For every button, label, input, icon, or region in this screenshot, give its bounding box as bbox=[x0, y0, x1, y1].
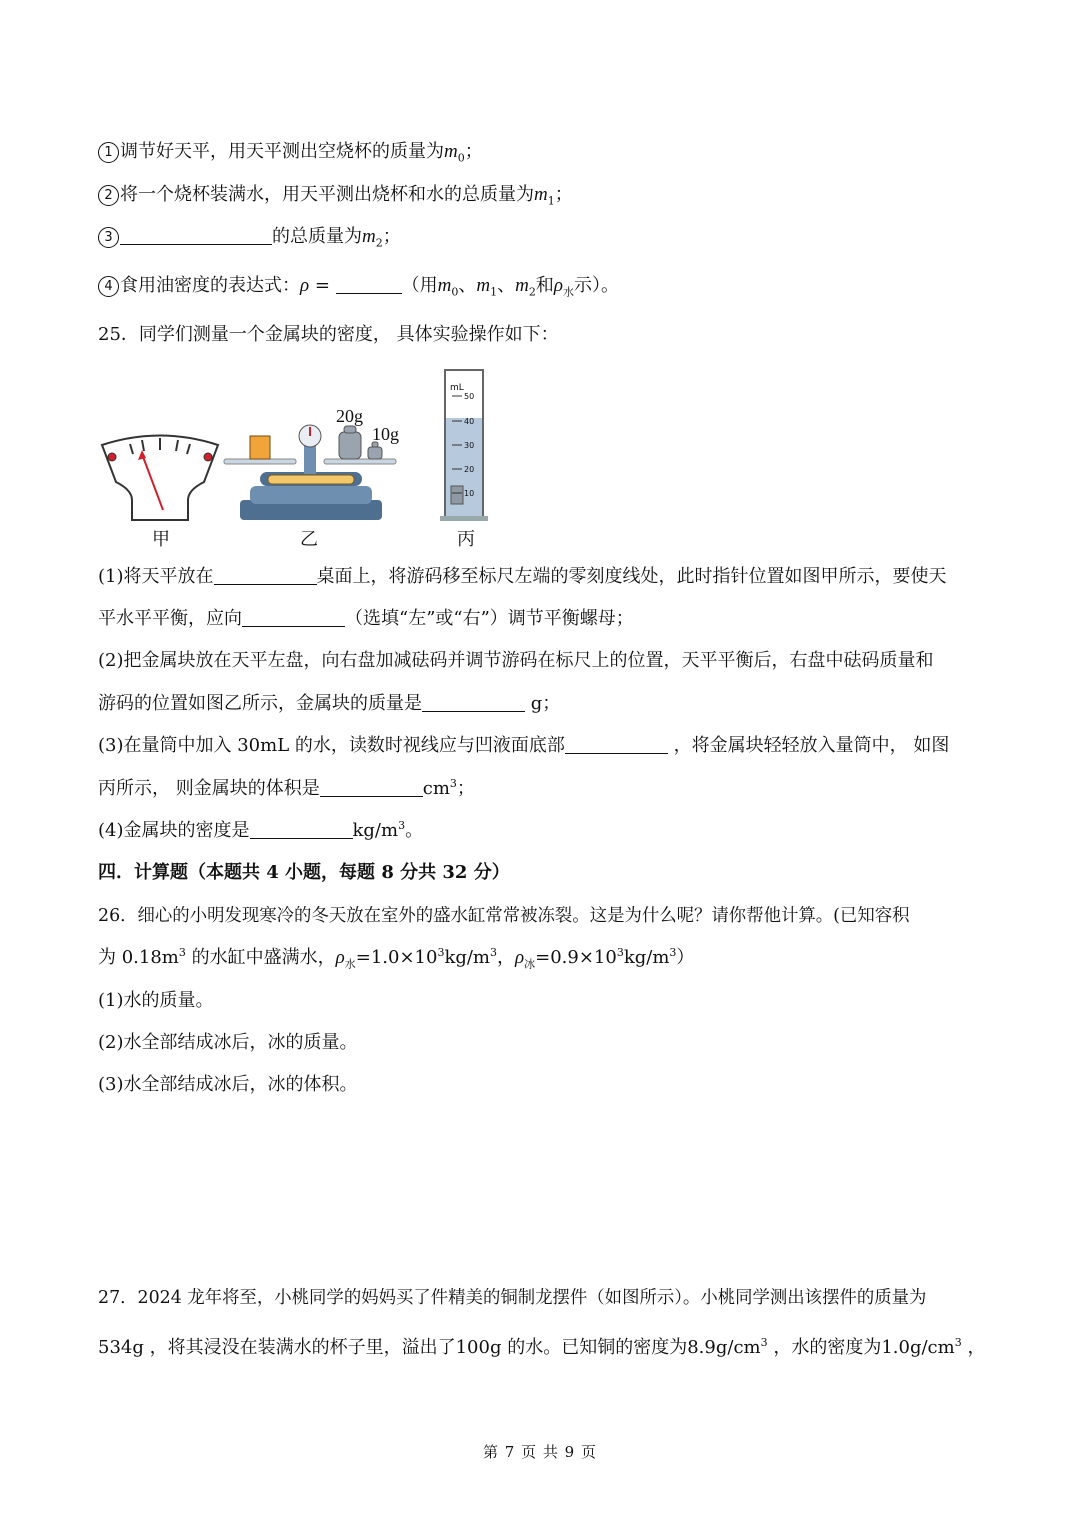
text: （用 bbox=[401, 275, 438, 296]
superscript: 3 bbox=[760, 1336, 768, 1349]
value: 100g bbox=[455, 1337, 502, 1358]
unit: cm bbox=[422, 778, 450, 799]
unit: kg/m bbox=[352, 820, 399, 841]
weight-20g-label: 20g bbox=[336, 406, 363, 426]
subscript: 2 bbox=[528, 285, 536, 299]
q26-sub1: (1)水的质量。 bbox=[98, 990, 214, 1011]
var-m2: m bbox=[515, 275, 529, 296]
answer-blank[interactable] bbox=[422, 693, 525, 712]
text: （选填“左”或“右”）调节平衡螺母； bbox=[345, 608, 634, 629]
unit: kg/m bbox=[623, 947, 670, 968]
answer-blank[interactable] bbox=[336, 275, 402, 294]
answer-blank[interactable] bbox=[565, 735, 668, 754]
step-text: 将一个烧杯装满水，用天平测出烧杯和水的总质量为 bbox=[120, 184, 534, 205]
q24-step-1 bbox=[98, 140, 483, 164]
value: 1.0g/cm bbox=[881, 1337, 955, 1358]
subscript: 水 bbox=[344, 957, 356, 971]
text: 桌面上，将游码移至标尺左端的零刻度线处，此时指针位置如图甲所示，要使天 bbox=[316, 566, 947, 587]
rho-water: ρ bbox=[335, 947, 345, 968]
tick-30: 30 bbox=[464, 441, 475, 450]
answer-blank[interactable] bbox=[214, 566, 317, 585]
q26-sub3: (3)水全部结成冰后，冰的体积。 bbox=[98, 1074, 358, 1095]
punct: ； bbox=[456, 778, 475, 799]
q25-part3-line1 bbox=[98, 734, 949, 758]
tick-50: 50 bbox=[464, 392, 475, 401]
superscript: 3 bbox=[669, 946, 677, 959]
superscript: 3 bbox=[178, 946, 186, 959]
answer-blank[interactable] bbox=[320, 778, 423, 797]
q25-part2-line1: (2)把金属块放在天平左盘，向右盘加减砝码并调节游码在标尺上的位置，天平平衡后，右盘中砝码质量和 bbox=[98, 650, 934, 671]
superscript: 3 bbox=[490, 946, 497, 959]
tick-10: 10 bbox=[464, 489, 475, 498]
q26-line2 bbox=[98, 946, 694, 970]
tick-40: 40 bbox=[464, 417, 475, 426]
measuring-cylinder-figure bbox=[440, 366, 490, 526]
caption-yi: 乙 bbox=[300, 529, 318, 550]
q27-line1: 27．2024 龙年将至，小桃同学的妈妈买了件精美的铜制龙摆件（如图所示）。小桃同学测出该摆件的质量为 bbox=[98, 1288, 927, 1308]
text: (3)在量筒中加入 30mL 的水，读数时视线应与凹液面底部 bbox=[98, 735, 565, 756]
section-heading: 四．计算题（本题共 4 小题，每题 8 分共 32 分） bbox=[98, 862, 510, 883]
value: 8.9g/cm bbox=[687, 1337, 761, 1358]
text: 的水。已知铜的密度为 bbox=[501, 1337, 688, 1358]
q25-title: 25．同学们测量一个金属块的密度， 具体实验操作如下： bbox=[98, 324, 559, 345]
caption-jia: 甲 bbox=[152, 529, 170, 550]
text: g； bbox=[525, 693, 561, 714]
punct: ； bbox=[554, 184, 573, 205]
punct: 、 bbox=[458, 275, 477, 296]
text: 平水平平衡，应向 bbox=[98, 608, 242, 629]
q25-part3-line2 bbox=[98, 777, 475, 801]
subscript: 水 bbox=[562, 285, 574, 299]
rho-ice: ρ bbox=[515, 947, 525, 968]
step-number: 2 bbox=[98, 185, 119, 206]
var-m: m bbox=[534, 184, 548, 205]
punct: 、 bbox=[497, 275, 516, 296]
superscript: 3 bbox=[954, 1336, 962, 1349]
weight-10g-label: 10g bbox=[372, 424, 399, 444]
text: 示）。 bbox=[573, 275, 619, 296]
superscript: 3 bbox=[437, 946, 445, 959]
step-text: 的总质量为 bbox=[272, 226, 362, 247]
value: =0.9×10 bbox=[535, 947, 617, 968]
answer-blank[interactable] bbox=[242, 608, 345, 627]
step-text: 调节好天平，用天平测出空烧杯的质量为 bbox=[120, 141, 444, 162]
text: 为 0.18m bbox=[98, 947, 179, 968]
step-number: 4 bbox=[98, 276, 119, 297]
answer-blank[interactable] bbox=[250, 820, 353, 839]
pointer-scale-figure bbox=[98, 430, 223, 525]
q26-line1: 26．细心的小明发现寒冷的冬天放在室外的盛水缸常常被冻裂。这是为什么呢？请你帮他计算。(已知容积 bbox=[98, 906, 910, 926]
cylinder-unit: mL bbox=[450, 383, 464, 393]
punct: ， bbox=[497, 947, 515, 968]
var-m1: m bbox=[476, 275, 491, 296]
subscript: 1 bbox=[547, 194, 555, 208]
q26-sub2: (2)水全部结成冰后，冰的质量。 bbox=[98, 1032, 358, 1053]
subscript: 2 bbox=[375, 236, 383, 250]
var-m: m bbox=[362, 226, 376, 247]
caption-bing: 丙 bbox=[457, 529, 475, 550]
page-footer: 第 7 页 共 9 页 bbox=[483, 1443, 597, 1461]
q25-part1-line2 bbox=[98, 607, 634, 631]
q27-line2 bbox=[98, 1336, 985, 1360]
balance-figure bbox=[222, 402, 412, 527]
text: 534g ，将其浸没在装满水的杯子里，溢出了 bbox=[98, 1337, 456, 1358]
step-number: 1 bbox=[98, 142, 119, 163]
text: 的水缸中盛满水， bbox=[185, 947, 336, 968]
unit: kg/m bbox=[444, 947, 490, 968]
text: ，水的密度为 bbox=[767, 1337, 882, 1358]
var-m: m bbox=[444, 141, 458, 162]
q25-part2-line2 bbox=[98, 692, 560, 716]
text: (4)金属块的密度是 bbox=[98, 820, 250, 841]
punct: 。 bbox=[405, 820, 424, 841]
rho-water: ρ bbox=[553, 275, 563, 296]
step-number: 3 bbox=[98, 227, 119, 248]
text: 丙所示， 则金属块的体积是 bbox=[98, 778, 320, 799]
step-text: 食用油密度的表达式： bbox=[120, 275, 300, 296]
superscript: 3 bbox=[449, 777, 457, 790]
tick-20: 20 bbox=[464, 465, 475, 474]
text: 游码的位置如图乙所示，金属块的质量是 bbox=[98, 693, 422, 714]
text: 和 bbox=[535, 275, 554, 296]
subscript: 0 bbox=[451, 285, 459, 299]
equals: = bbox=[309, 275, 336, 296]
punct: ） bbox=[676, 947, 695, 968]
answer-blank[interactable] bbox=[120, 226, 272, 245]
punct: ， bbox=[961, 1337, 986, 1358]
text: (1)将天平放在 bbox=[98, 566, 214, 587]
subscript: 0 bbox=[457, 151, 465, 165]
superscript: 3 bbox=[616, 946, 624, 959]
q24-step-4 bbox=[98, 274, 619, 298]
subscript: 冰 bbox=[524, 957, 536, 971]
rho-symbol: ρ bbox=[300, 275, 310, 296]
var-m0: m bbox=[437, 275, 452, 296]
punct: ； bbox=[464, 141, 483, 162]
q25-part1-line1 bbox=[98, 565, 947, 589]
text: ，将金属块轻轻放入量筒中， 如图 bbox=[667, 735, 950, 756]
value: =1.0×10 bbox=[355, 947, 438, 968]
q25-part4 bbox=[98, 819, 423, 843]
superscript: 3 bbox=[398, 819, 406, 832]
punct: ； bbox=[382, 226, 401, 247]
q24-step-3 bbox=[98, 225, 401, 249]
subscript: 1 bbox=[490, 285, 498, 299]
q24-step-2 bbox=[98, 183, 573, 207]
